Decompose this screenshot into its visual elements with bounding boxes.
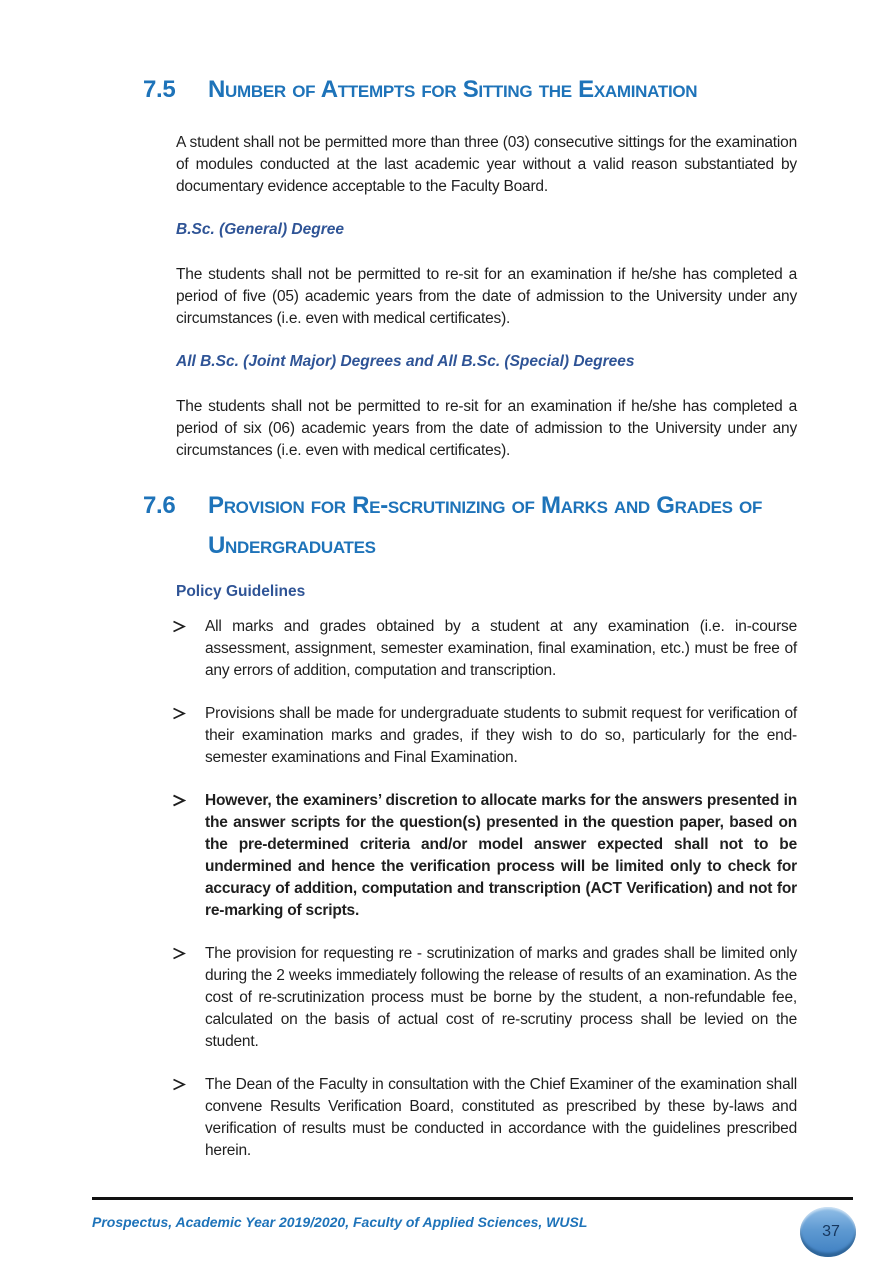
list-item-text: All marks and grades obtained by a student at any examination (i.e. in-course assessment, assignment, semester examination, final examination, etc.) must be free of any errors of addition, computation and transcription. — [205, 618, 797, 679]
subheading-general-degree: B.Sc. (General) Degree — [176, 221, 344, 238]
paragraph-joint-special-degrees: The students shall not be permitted to re-sit for an examination if he/she has completed a period of six (06) academic years from the date of admission to the University under any circumstances (i.e. even with medical certificates). — [176, 398, 797, 459]
list-item — [172, 703, 797, 769]
arrowhead-right-icon — [172, 620, 186, 633]
list-item — [172, 943, 797, 1053]
policy-guidelines-heading: Policy Guidelines — [176, 583, 306, 600]
section-number: 7.6 — [143, 492, 176, 519]
arrowhead-right-icon — [172, 947, 186, 960]
page-number-badge — [800, 1207, 856, 1257]
paragraph-general-degree: The students shall not be permitted to re-sit for an examination if he/she has completed a period of five (05) academic years from the date of admission to the University under any circumstances (i.e. even with medical certificates). — [176, 266, 797, 327]
section-heading-7-5 — [143, 70, 797, 110]
list-item-text: The provision for requesting re - scrutinization of marks and grades shall be limited only during the 2 weeks immediately following the release of results of an examination. As the cost of re-scrutinization process must be borne by the student, a non-refundable fee, calculated on the basis of actual cost of re-scrutiny process shall be levied on the student. — [205, 945, 797, 1050]
list-item — [172, 616, 797, 682]
section-title: Provision for Re-scrutinizing of Marks and Grades of Undergraduates — [208, 492, 763, 559]
policy-guidelines-list — [172, 616, 797, 1162]
list-item-text: Provisions shall be made for undergraduate students to submit request for verification of their examination marks and grades, if they wish to do so, particularly for the end-semester examinations and Final Examination. — [205, 705, 797, 766]
paragraph-attempts: A student shall not be permitted more than three (03) consecutive sittings for the examination of modules conducted at the last academic year without a valid reason substantiated by documentary evidence acceptable to the Faculty Board. — [176, 134, 797, 195]
section-number: 7.5 — [143, 76, 176, 103]
footer-document-title: Prospectus, Academic Year 2019/2020, Faculty of Applied Sciences, WUSL — [92, 1214, 588, 1230]
list-item — [172, 790, 797, 922]
section-title: Number of Attempts for Sitting the Examination — [208, 76, 698, 103]
list-item — [172, 1074, 797, 1162]
arrowhead-right-icon — [172, 794, 186, 807]
section-heading-7-6 — [143, 486, 797, 566]
arrowhead-right-icon — [172, 1078, 186, 1091]
list-item-text: The Dean of the Faculty in consultation with the Chief Examiner of the examination shall convene Results Verification Board, constituted as prescribed by these by-laws and verification of results must be conducted in accordance with the guidelines prescribed herein. — [205, 1076, 797, 1159]
arrowhead-right-icon — [172, 707, 186, 720]
footer-divider — [92, 1197, 853, 1200]
list-item-text: However, the examiners’ discretion to allocate marks for the answers presented in the answer scripts for the question(s) presented in the question paper, based on the pre-determined criteria and/or model answer expected shall not to be undermined and hence the verification process will be limited only to check for accuracy of addition, computation and transcription (ACT Verification) and not for re-marking of scripts. — [205, 792, 797, 919]
subheading-joint-special-degrees: All B.Sc. (Joint Major) Degrees and All B.Sc. (Special) Degrees — [176, 353, 635, 370]
page-number: 37 — [822, 1223, 840, 1240]
